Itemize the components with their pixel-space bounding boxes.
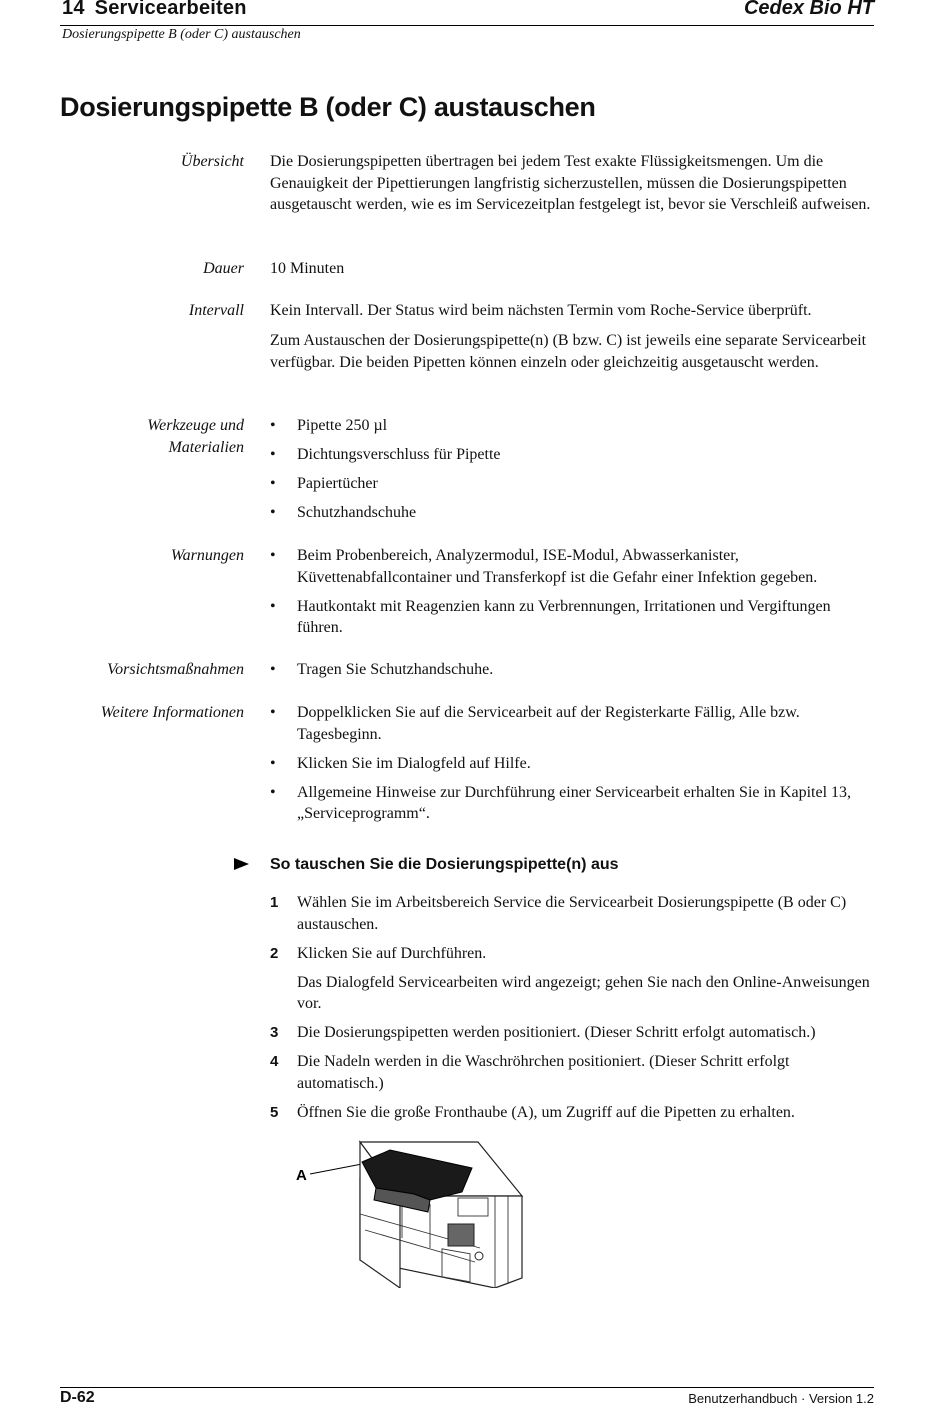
step-item: [270, 1022, 880, 1044]
overview-text: Die Dosierungspipetten übertragen bei jedem Test exakte Flüssigkeitsmengen. Um die Genauigkeit der Pipettierungen langfristig sicherzustellen, müssen die Dosierungspipetten ausgetauscht werden, wie es im Servicezeitplan festgelegt ist, bevor sie Verschleiß aufweisen.: [270, 153, 871, 213]
procedure-steps: [270, 892, 880, 1131]
more-info-label: Weitere Informationen: [100, 704, 244, 721]
overview-label: Übersicht: [180, 153, 244, 170]
chapter-number: 14: [62, 0, 85, 19]
duration-label: Dauer: [203, 260, 244, 277]
list-item: • Pipette 250 µl: [270, 415, 880, 437]
interval-text-2: Zum Austauschen der Dosierungspipette(n) (B bzw. C) ist jeweils eine separate Servicearbeit verfügbar. Die beiden Pipetten können einzeln oder gleichzeitig ausgetauscht werden.: [270, 332, 867, 371]
list-item: • Beim Probenbereich, Analyzermodul, ISE-Modul, Abwasserkanister, Küvettenabfallcontainer und Transferkopf ist die Gefahr einer Infektion gegeben.: [270, 545, 880, 588]
step-number: 4: [270, 1053, 279, 1070]
chapter-heading: [62, 0, 247, 20]
page-number: D-62: [60, 1389, 95, 1406]
list-item: • Dichtungsverschluss für Pipette: [270, 444, 880, 466]
header-rule: [60, 25, 874, 26]
list-item: • Papiertücher: [270, 473, 880, 495]
step-text: Öffnen Sie die große Fronthaube (A), um Zugriff auf die Pipetten zu erhalten.: [297, 1103, 795, 1121]
interval-text-1: Kein Intervall. Der Status wird beim nächsten Termin vom Roche-Service überprüft.: [270, 302, 812, 319]
analyzer-figure: [290, 1138, 535, 1293]
footer-rule: [60, 1387, 874, 1388]
step-number: 1: [270, 894, 279, 911]
step-number: 3: [270, 1024, 279, 1041]
callout-label: A: [296, 1167, 307, 1184]
list-item: • Klicken Sie im Dialogfeld auf Hilfe.: [270, 753, 880, 775]
document-version: Benutzerhandbuch · Version 1.2: [688, 1391, 874, 1406]
precautions-label: Vorsichtsmaßnahmen: [107, 661, 244, 678]
list-item: • Hautkontakt mit Reagenzien kann zu Verbrennungen, Irritationen und Vergiftungen führen.: [270, 596, 880, 639]
display-screen: [448, 1224, 474, 1246]
arrow-right-icon: [234, 858, 249, 870]
tools-label-line2: Materialien: [168, 438, 244, 456]
step-text: Wählen Sie im Arbeitsbereich Service die Servicearbeit Dosierungspipette (B oder C) austauschen.: [297, 894, 847, 933]
warnings-label: Warnungen: [170, 547, 244, 564]
step-item: [270, 892, 880, 935]
list-item: • Doppelklicken Sie auf die Servicearbeit auf der Registerkarte Fällig, Alle bzw. Tagesbeginn.: [270, 702, 880, 745]
step-text: Klicken Sie auf Durchführen.: [297, 944, 487, 962]
more-info-list: [270, 702, 880, 832]
duration-text: 10 Minuten: [270, 260, 345, 277]
step-item: [270, 1051, 880, 1094]
callout-line: [310, 1164, 362, 1174]
step-number: 5: [270, 1103, 279, 1121]
step-text: Die Dosierungspipetten werden positioniert. (Dieser Schritt erfolgt automatisch.): [297, 1024, 816, 1041]
step-number: 2: [270, 944, 279, 962]
tools-label-line1: Werkzeuge und: [147, 417, 244, 434]
tools-list: [270, 415, 880, 531]
tools-label: [4, 415, 244, 458]
handle-knob: [475, 1252, 483, 1260]
chapter-title: Servicearbeiten: [94, 0, 247, 19]
warnings-list: [270, 545, 880, 646]
step-item: [270, 1102, 880, 1124]
step-item: [270, 943, 880, 1015]
precautions-list: [270, 659, 880, 688]
procedure-heading: [234, 856, 619, 874]
step-result: Das Dialogfeld Servicearbeiten wird angezeigt; gehen Sie nach den Online-Anweisungen vor.: [297, 973, 870, 1012]
interval-label: Intervall: [188, 302, 244, 319]
list-item: • Allgemeine Hinweise zur Durchführung einer Servicearbeit erhalten Sie in Kapitel 13, „Serviceprogramm“.: [270, 782, 880, 825]
analyzer-illustration: [290, 1138, 535, 1288]
step-text: Die Nadeln werden in die Waschröhrchen positioniert. (Dieser Schritt erfolgt automatisch.): [297, 1053, 790, 1092]
header-subtitle: Dosierungspipette B (oder C) austauschen: [62, 27, 301, 42]
procedure-title: So tauschen Sie die Dosierungspipette(n) aus: [270, 856, 619, 873]
page-title: Dosierungspipette B (oder C) austauschen: [60, 92, 596, 122]
list-item: • Schutzhandschuhe: [270, 502, 880, 524]
list-item: • Tragen Sie Schutzhandschuhe.: [270, 659, 880, 681]
product-name: Cedex Bio HT: [743, 0, 874, 19]
